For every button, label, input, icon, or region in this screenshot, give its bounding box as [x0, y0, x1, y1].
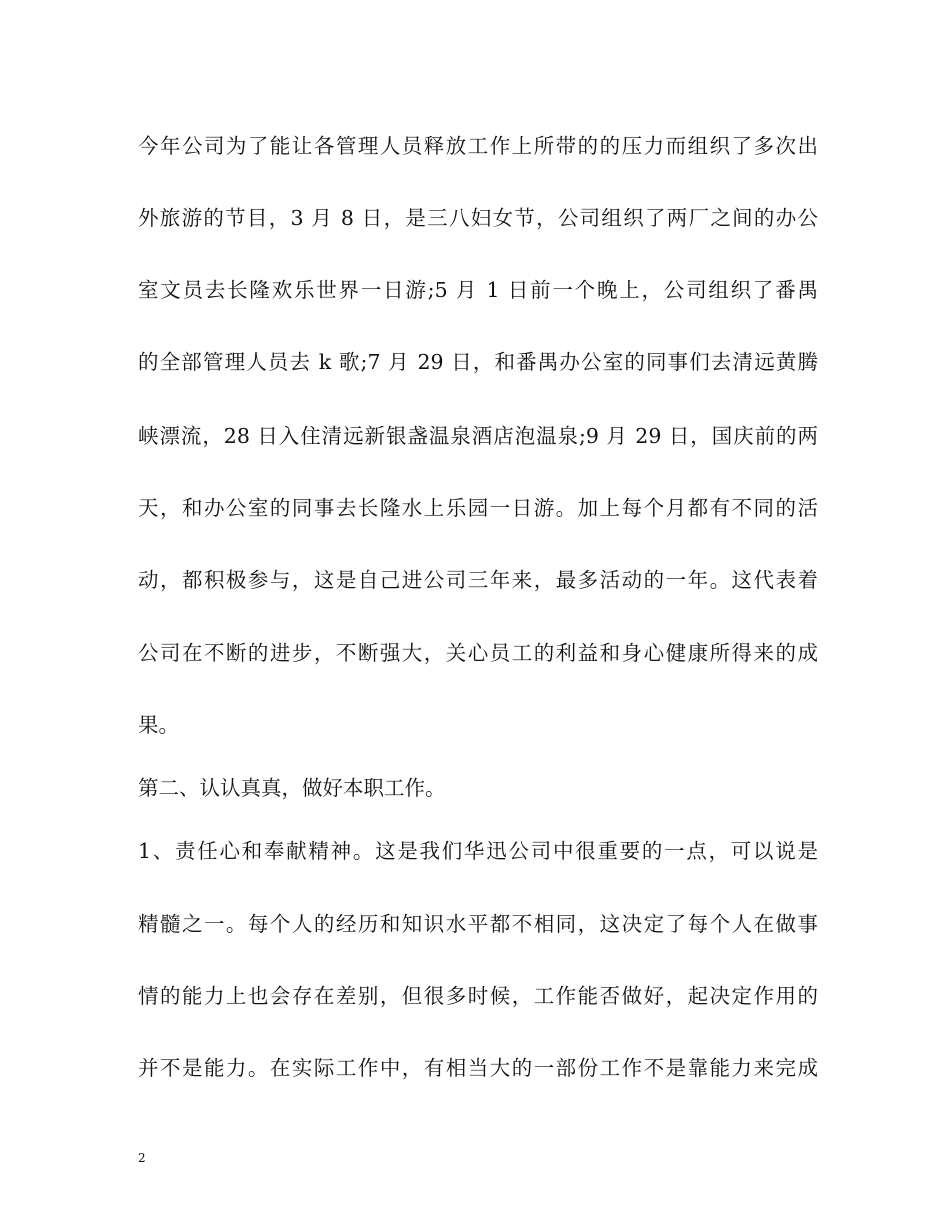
paragraph-line-11: 1、责任心和奉献精神。这是我们华迅公司中很重要的一点，可以说是: [138, 839, 818, 863]
page-number: 2: [138, 1151, 146, 1165]
paragraph-line-8: 公司在不断的进步，不断强大，关心员工的利益和身心健康所得来的成: [138, 641, 818, 665]
paragraph-line-9: 果。: [138, 713, 179, 737]
paragraph-line-7: 动，都积极参与，这是自己进公司三年来，最多活动的一年。这代表着: [138, 568, 818, 592]
paragraph-line-5: 峡漂流，28 日入住清远新银盏温泉酒店泡温泉;9 月 29 日，国庆前的两: [138, 424, 818, 448]
paragraph-line-14: 并不是能力。在实际工作中，有相当大的一部份工作不是靠能力来完成: [138, 1056, 818, 1080]
paragraph-line-13: 情的能力上也会存在差别，但很多时候，工作能否做好，起决定作用的: [138, 984, 818, 1008]
paragraph-line-2: 外旅游的节目，3 月 8 日，是三八妇女节，公司组织了两厂之间的办公: [138, 206, 818, 230]
paragraph-line-1: 今年公司为了能让各管理人员释放工作上所带的的压力而组织了多次出: [138, 134, 818, 158]
paragraph-line-4: 的全部管理人员去 k 歌;7 月 29 日，和番禺办公室的同事们去清远黄腾: [138, 350, 818, 374]
paragraph-line-12: 精髓之一。每个人的经历和知识水平都不相同，这决定了每个人在做事: [138, 912, 818, 936]
paragraph-line-3: 室文员去长隆欢乐世界一日游;5 月 1 日前一个晚上，公司组织了番禺: [138, 278, 818, 302]
section-heading: 第二、认认真真，做好本职工作。: [138, 776, 446, 800]
paragraph-line-6: 天，和办公室的同事去长隆水上乐园一日游。加上每个月都有不同的活: [138, 496, 818, 520]
